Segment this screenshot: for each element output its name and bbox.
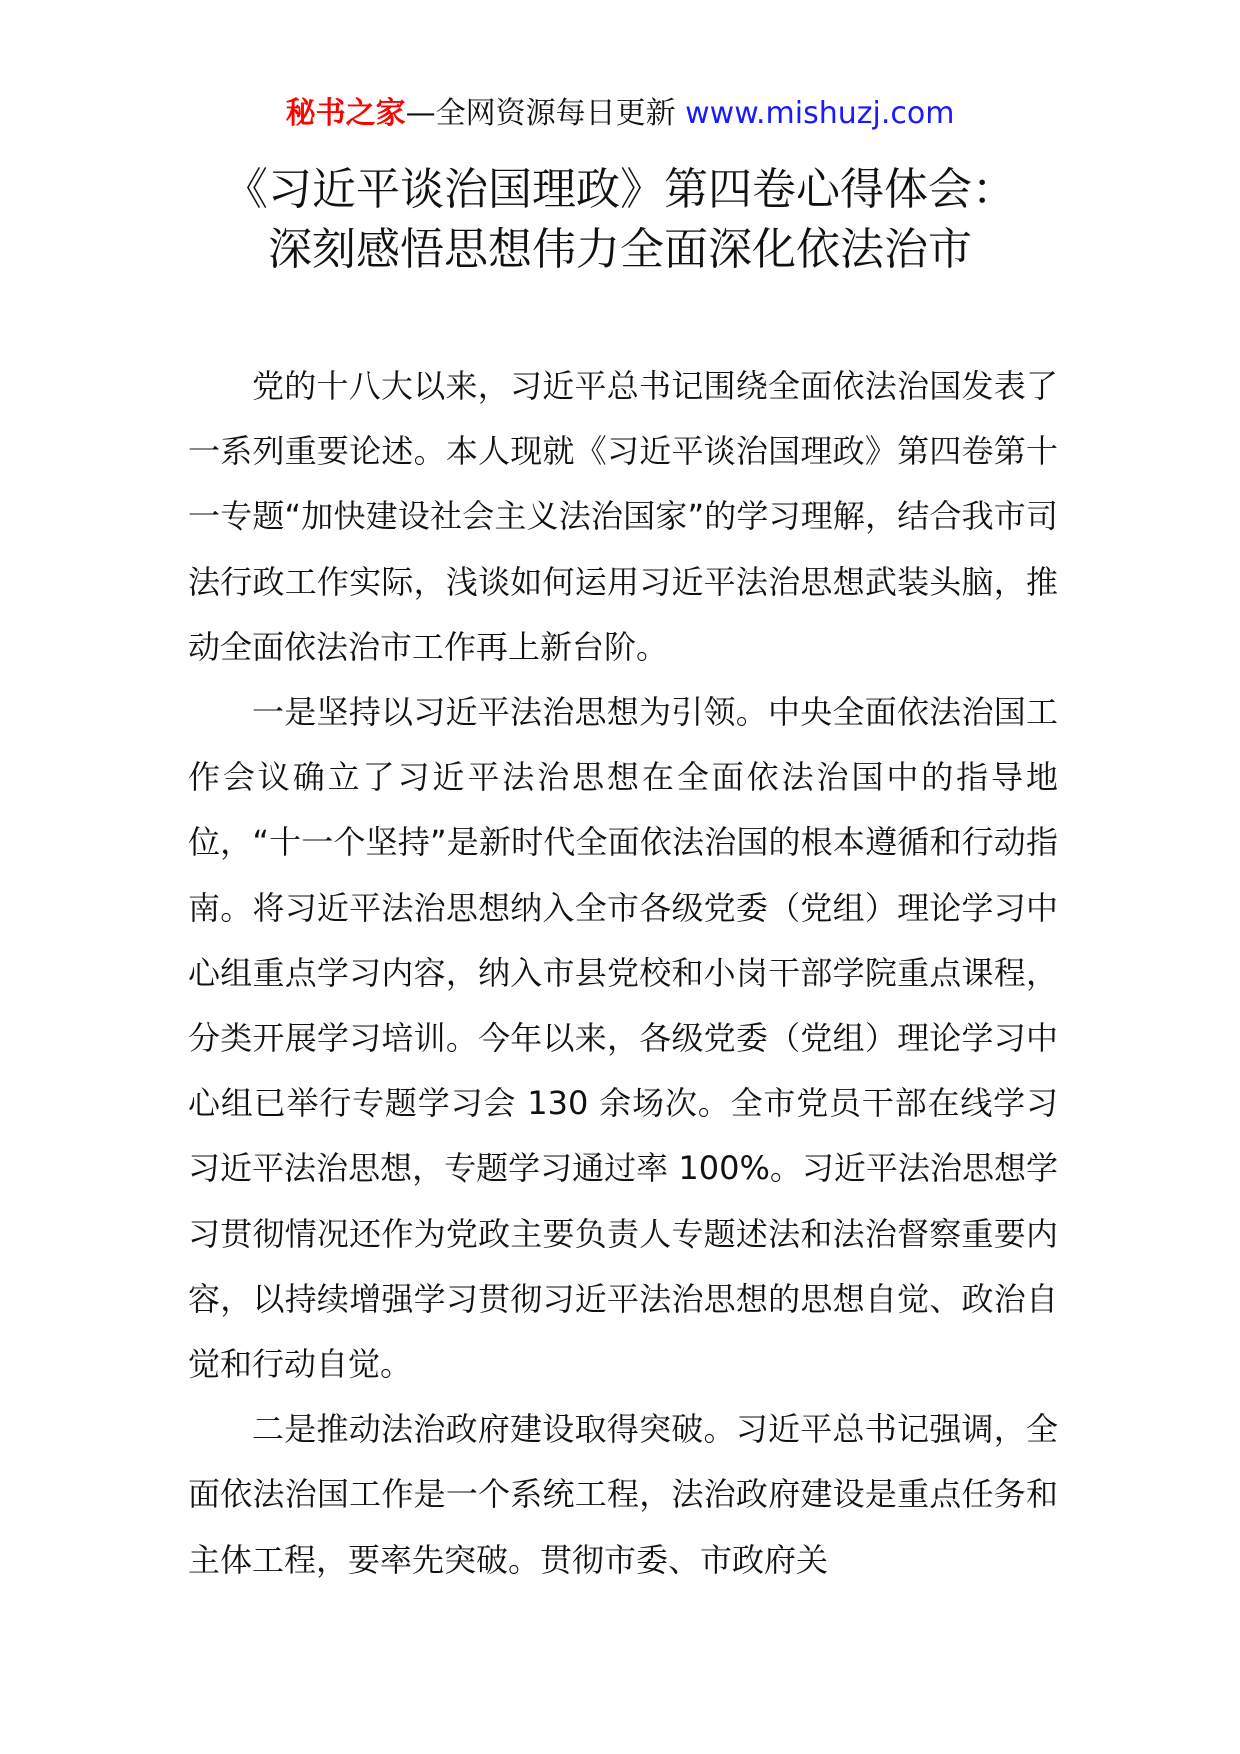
title-line-2: 深刻感悟思想伟力全面深化依法治市: [268, 224, 972, 275]
title-line-1: 《习近平谈治国理政》第四卷心得体会：: [224, 164, 1016, 215]
document-body: [188, 354, 1058, 1593]
site-url-link[interactable]: www.mishuzj.com: [685, 96, 955, 131]
paragraph-point-2: 二是推动法治政府建设取得突破。习近平总书记强调，全面依法治国工作是一个系统工程，法治政府建设是重点任务和主体工程，要率先突破。贯彻市委、市政府关: [188, 1410, 1058, 1579]
site-slogan: —全网资源每日更新: [405, 96, 676, 131]
paragraph-intro: 党的十八大以来，习近平总书记围绕全面依法治国发表了一系列重要论述。本人现就《习近平谈治国理政》第四卷第十一专题“加快建设社会主义法治国家”的学习理解，结合我市司法行政工作实际，浅谈如何运用习近平法治思想武装头脑，推动全面依法治市工作再上新台阶。: [188, 367, 1058, 666]
paragraph-point-1: 一是坚持以习近平法治思想为引领。中央全面依法治国工作会议确立了习近平法治思想在全面依法治国中的指导地位，“十一个坚持”是新时代全面依法治国的根本遵循和行动指南。将习近平法治思想纳入全市各级党委（党组）理论学习中心组重点学习内容，纳入市县党校和小岗干部学院重点课程，分类开展学习培训。今年以来，各级党委（党组）理论学习中心组已举行专题学习会 130 余场次。全市党员干部在线学习习近平法治思想，专题学习通过率 100%。习近平法治思想学习贯彻情况还作为党政主要负责人专题述法和法治督察重要内容，以持续增强学习贯彻习近平法治思想的思想自觉、政治自觉和行动自觉。: [188, 693, 1058, 1384]
document-title: [0, 160, 1240, 280]
site-brand: 秘书之家: [285, 96, 406, 131]
site-header: [0, 92, 1240, 136]
